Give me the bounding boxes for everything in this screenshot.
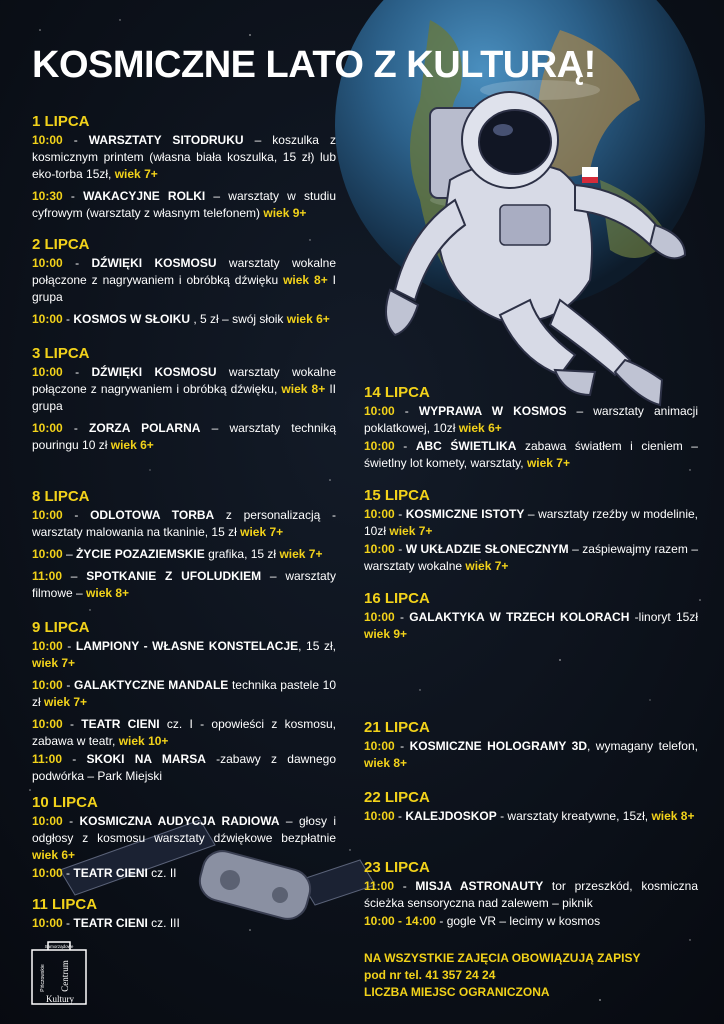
event: 10:00 - ZORZA POLARNA – warsztaty techniką pouringu 10 zł wiek 6+ bbox=[32, 421, 336, 452]
day-date: 8 LIPCA bbox=[32, 488, 90, 505]
event: 11:00 – SPOTKANIE Z UFOLUDKIEM – warsztaty filmowe – wiek 8+ bbox=[32, 569, 337, 600]
day-date: 15 LIPCA bbox=[364, 487, 430, 504]
event: 10:00 - GALAKTYKA W TRZECH KOLORACH -linoryt 15zł wiek 9+ bbox=[364, 610, 699, 641]
day-23-lipca bbox=[364, 858, 698, 935]
phone-line: pod nr tel. 41 357 24 24 bbox=[364, 968, 496, 982]
event: 10:00 - KOSMICZNE HOLOGRAMY 3D, wymagany telefon, wiek 8+ bbox=[364, 739, 698, 770]
day-3-lipca bbox=[32, 344, 336, 459]
event: 10:00 - LAMPIONY - WŁASNE KONSTELACJE, 15 zł, wiek 7+ bbox=[32, 639, 336, 670]
day-11-lipca bbox=[32, 895, 232, 937]
notice-line: NA WSZYSTKIE ZAJĘCIA OBOWIĄZUJĄ ZAPISY bbox=[364, 951, 641, 965]
event: 10:00 - KOSMOS W SŁOIKU , 5 zł – swój słoik wiek 6+ bbox=[32, 312, 330, 326]
day-date: 16 LIPCA bbox=[364, 590, 430, 607]
event: 10:00 - TEATR CIENI cz. III bbox=[32, 916, 180, 930]
event: 10:00 - KOSMICZNE ISTOTY – warsztaty rzeźby w modelinie, 10zł wiek 7+ bbox=[364, 507, 699, 538]
event: 10:00 – ŻYCIE POZAZIEMSKIE grafika, 15 zł wiek 7+ bbox=[32, 547, 323, 561]
day-1-lipca bbox=[32, 112, 336, 227]
event: 10:00 - ABC ŚWIETLIKA zabawa światłem i cieniem – świetlny lot komety, warsztaty, wiek 7+ bbox=[364, 439, 698, 470]
event: 10:00 - TEATR CIENI cz. I - opowieści z kosmosu, zabawa w teatr, wiek 10+ bbox=[32, 717, 336, 748]
day-15-lipca bbox=[364, 486, 698, 580]
notice-line: LICZBA MIEJSC OGRANICZONA bbox=[364, 985, 550, 999]
day-date: 9 LIPCA bbox=[32, 619, 90, 636]
event: 11:00 - SKOKI NA MARSA -zabawy z dawnego podwórka – Park Miejski bbox=[32, 752, 336, 783]
day-10-lipca bbox=[32, 793, 336, 887]
logo-text: Kultury bbox=[46, 994, 74, 1004]
event: 10:00 - TEATR CIENI cz. II bbox=[32, 866, 177, 880]
logo-text: Pińczowskie bbox=[40, 964, 46, 992]
event: 10:30 - WAKACYJNE ROLKI – warsztaty w studiu cyfrowym (warsztaty z własnym telefonem) wiek 9+ bbox=[32, 189, 336, 220]
event: 10:00 - W UKŁADZIE SŁONECZNYM – zaśpiewajmy razem – warsztaty wokalne wiek 7+ bbox=[364, 542, 698, 573]
spck-logo bbox=[30, 940, 88, 1006]
event: 10:00 - ODLOTOWA TORBA z personalizacją - warsztaty malowania na tkaninie, 15 zł wiek 7+ bbox=[32, 508, 336, 539]
day-date: 23 LIPCA bbox=[364, 859, 430, 876]
page-title: KOSMICZNE LATO Z KULTURĄ! bbox=[32, 44, 596, 86]
event: 10:00 - KALEJDOSKOP - warsztaty kreatywne, 15zł, wiek 8+ bbox=[364, 809, 695, 823]
event: 10:00 - DŹWIĘKI KOSMOSU warsztaty wokalne połączone z nagrywaniem i obróbką dźwięku, wiek 8+ II grupa bbox=[32, 365, 337, 413]
day-9-lipca bbox=[32, 618, 336, 790]
day-date: 21 LIPCA bbox=[364, 719, 430, 736]
event: 10:00 - WYPRAWA W KOSMOS – warsztaty animacji poklatkowej, 10zł wiek 6+ bbox=[364, 404, 698, 435]
logo-text: Centrum bbox=[60, 960, 70, 992]
day-date: 22 LIPCA bbox=[364, 789, 430, 806]
day-date: 11 LIPCA bbox=[32, 896, 98, 913]
event: 10:00 - KOSMICZNA AUDYCJA RADIOWA – głosy i odgłosy z kosmosu warsztaty dźwiękowe bezpłatnie wiek 6+ bbox=[32, 814, 337, 862]
event: 10:00 - DŹWIĘKI KOSMOSU warsztaty wokalne połączone z nagrywaniem i obróbką dźwięku wiek 8+ I grupa bbox=[32, 256, 337, 304]
event: 11:00 - MISJA ASTRONAUTY tor przeszkód, kosmiczna ścieżka sensoryczna nad zalewem – piknik bbox=[364, 879, 698, 910]
registration-notice bbox=[364, 950, 640, 1001]
day-21-lipca bbox=[364, 718, 698, 777]
day-2-lipca bbox=[32, 235, 336, 333]
logo-text: Samorządowe bbox=[44, 944, 74, 949]
day-date: 1 LIPCA bbox=[32, 113, 90, 130]
day-16-lipca bbox=[364, 589, 698, 648]
day-8-lipca bbox=[32, 487, 336, 607]
event: 10:00 - WARSZTATY SITODRUKU – koszulka z kosmicznym printem (własna biała koszulka, 15 zł) lub eko-torba 15zł, wiek 7+ bbox=[32, 133, 336, 181]
event: 10:00 - 14:00 - gogle VR – lecimy w kosmos bbox=[364, 914, 601, 928]
day-date: 3 LIPCA bbox=[32, 345, 90, 362]
day-date: 2 LIPCA bbox=[32, 236, 90, 253]
day-22-lipca bbox=[364, 788, 698, 830]
day-date: 10 LIPCA bbox=[32, 794, 98, 811]
event: 10:00 - GALAKTYCZNE MANDALE technika pastele 10 zł wiek 7+ bbox=[32, 678, 336, 709]
day-14-lipca bbox=[364, 383, 698, 477]
day-date: 14 LIPCA bbox=[364, 384, 430, 401]
